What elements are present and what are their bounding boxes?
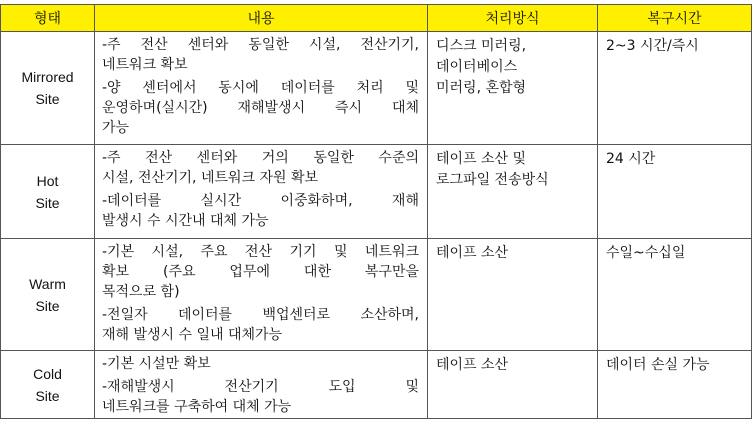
site-type-label: Cold — [33, 365, 62, 382]
content-line: 가능 — [102, 120, 130, 136]
content-line: -주 전산 센터와 동일한 시설, 전산기기, — [102, 37, 419, 53]
site-type-cell — [1, 351, 95, 419]
method-cell — [428, 351, 598, 419]
header-method: 처리방식 — [428, 5, 598, 32]
content-line: 발생시 수 시간내 대체 가능 — [102, 213, 269, 229]
site-type-cell — [1, 145, 95, 239]
site-type-label: Site — [35, 194, 60, 211]
header-type: 형태 — [1, 5, 95, 32]
recovery-time-cell — [598, 351, 752, 419]
recovery-time-value: 데이터 손실 가능 — [606, 357, 710, 373]
site-type-label: Site — [35, 297, 60, 314]
method-cell — [428, 239, 598, 351]
content-line: -기본 시설만 확보 — [102, 356, 211, 372]
content-line: 재해 발생시 수 일내 대체가능 — [102, 327, 283, 343]
site-type-label: Site — [35, 91, 60, 107]
content-line: 목적으로 함) — [102, 284, 180, 300]
site-type-label: Hot — [36, 172, 59, 189]
content-cell — [95, 351, 428, 419]
table-row — [1, 32, 752, 145]
table-row — [1, 351, 752, 419]
content-line: 확보 (주요 업무에 대한 복구만을 — [102, 264, 419, 280]
recovery-time-value: 2~3 시간/즉시 — [606, 38, 699, 54]
site-type-label: Mirrored — [21, 69, 74, 85]
header-row — [1, 5, 752, 32]
recovery-time-value: 수일~수십일 — [606, 245, 686, 261]
method-line: 테이프 소산 — [436, 245, 509, 261]
site-type-label: Warm — [29, 275, 66, 292]
recovery-time-cell — [598, 239, 752, 351]
method-cell — [428, 32, 598, 145]
content-line: -재해발생시 전산기기 도입 및 — [102, 379, 419, 395]
content-line: 네트워크 확보 — [102, 57, 188, 73]
header-recovery-time: 복구시간 — [598, 5, 752, 32]
method-cell — [428, 145, 598, 239]
method-line: 테이프 소산 — [436, 357, 509, 373]
method-line: 로그파일 전송방식 — [436, 172, 549, 188]
method-line: 테이프 소산 및 — [436, 151, 527, 167]
table-row — [1, 145, 752, 239]
content-line: -기본 시설, 주요 전산 기기 및 네트워크 — [102, 244, 419, 260]
content-line: -양 센터에서 동시에 데이터를 처리 및 — [102, 80, 419, 96]
content-cell — [95, 239, 428, 351]
table-row — [1, 239, 752, 351]
content-line: -데이터를 실시간 이중화하며, 재해 — [102, 193, 419, 209]
content-line: 네트워크를 구축하여 대체 가능 — [102, 399, 292, 415]
content-line: 시설, 전산기기, 네트워크 자원 확보 — [102, 170, 319, 186]
content-line: -전일자 데이터를 백업센터로 소산하며, — [102, 307, 419, 323]
content-line: -주 전산 센터와 거의 동일한 수준의 — [102, 150, 419, 166]
backup-site-table — [0, 4, 752, 419]
method-line: 디스크 미러링, — [436, 38, 527, 54]
recovery-time-value: 24 시간 — [606, 151, 656, 167]
method-line: 데이터베이스 — [436, 59, 518, 75]
method-line: 미러링, 혼합형 — [436, 80, 527, 96]
content-cell — [95, 32, 428, 145]
table-body — [1, 32, 752, 419]
site-type-cell — [1, 32, 95, 145]
site-type-cell — [1, 239, 95, 351]
recovery-time-cell — [598, 32, 752, 145]
header-content: 내용 — [95, 5, 428, 32]
content-line: 운영하며(실시간) 재해발생시 즉시 대체 — [102, 100, 419, 116]
site-type-label: Site — [35, 387, 60, 404]
content-cell — [95, 145, 428, 239]
recovery-time-cell — [598, 145, 752, 239]
